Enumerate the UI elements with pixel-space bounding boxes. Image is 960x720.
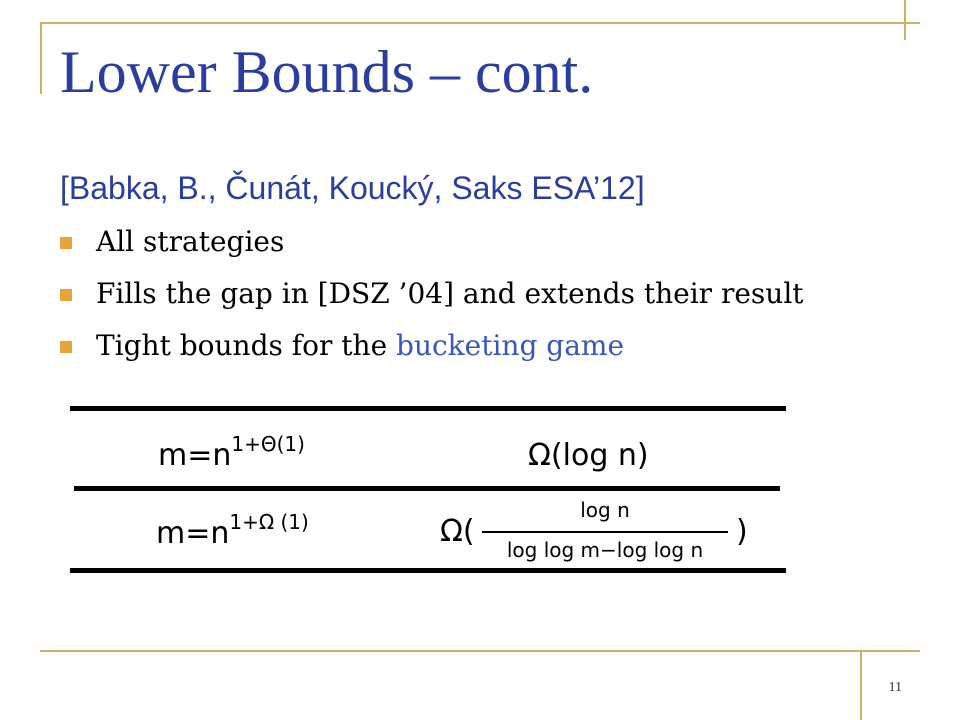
bullet-item — [60, 326, 804, 378]
bullet-highlight: bucketing game — [396, 329, 625, 362]
bullet-item — [60, 222, 804, 274]
fraction-bar — [482, 531, 728, 533]
frame-right-line — [904, 0, 906, 40]
frame-top-line — [40, 22, 920, 24]
citation: [Babka, B., Čunát, Koucký, Saks ESA’12] — [60, 170, 645, 206]
frame-bottom-line — [40, 650, 920, 652]
fraction-numerator: log n — [580, 498, 630, 522]
row-1-left-exponent: 1+Θ(1) — [231, 432, 305, 456]
bullet-text: Tight bounds for the — [96, 329, 397, 362]
bullet-square-icon — [60, 341, 72, 353]
row-1-left-base: m=n — [158, 438, 232, 473]
row-2-omega-prefix: Ω( — [440, 514, 475, 549]
table-middle-rule — [74, 486, 780, 491]
frame-bottom-right-line — [860, 650, 862, 720]
bullet-list — [60, 222, 804, 378]
bullet-square-icon — [60, 237, 72, 249]
bullet-item — [60, 274, 804, 326]
fraction-denominator: log log m−log log n — [506, 538, 704, 562]
table-top-rule — [70, 406, 786, 411]
row-2-fraction — [480, 498, 730, 572]
bullet-text: Fills the gap in [DSZ ’04] and extends their result — [96, 277, 804, 310]
row-2-close-paren: ) — [736, 514, 748, 549]
bullet-text: All strategies — [96, 225, 285, 258]
row-2-left-exponent: 1+Ω (1) — [229, 510, 309, 534]
bullet-square-icon — [60, 289, 72, 301]
slide-title: Lower Bounds – cont. — [60, 39, 594, 105]
table-row-1-right: Ω(log n) — [528, 438, 649, 473]
table-row-1-left — [158, 432, 305, 473]
page-number: 11 — [888, 680, 902, 695]
frame-left-line — [40, 22, 42, 94]
row-2-left-base: m=n — [156, 516, 230, 551]
table-row-2-left — [156, 510, 309, 551]
